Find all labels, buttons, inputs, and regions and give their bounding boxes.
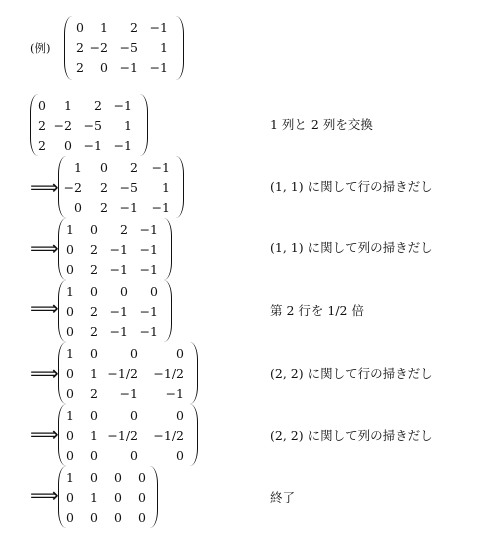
matrix-cell: 2	[100, 200, 108, 215]
matrix-cell: 1	[90, 428, 98, 443]
matrix-cell: −1/2	[153, 366, 184, 381]
matrix-cell: 0	[90, 284, 98, 299]
matrix-cell: 1	[66, 470, 74, 485]
matrix-cell: 2	[90, 304, 98, 319]
matrix-cell: 0	[76, 20, 84, 35]
matrix-cell: 0	[90, 222, 98, 237]
matrix-cell: 0	[66, 304, 74, 319]
matrix-cell: −5	[83, 118, 102, 133]
matrix-cell: 1	[66, 408, 74, 423]
matrix-cell: 2	[90, 386, 98, 401]
implies-arrow-3: ⟹	[30, 236, 59, 260]
matrix-right-bracket	[190, 404, 198, 466]
matrix-right-bracket	[150, 466, 158, 528]
matrix-cell: −1	[109, 242, 128, 257]
matrix-cell: 0	[130, 346, 138, 361]
matrix-left-bracket	[58, 280, 66, 342]
matrix-cell: 2	[130, 20, 138, 35]
implies-arrow-2: ⟹	[30, 175, 59, 199]
step-note-6: (2, 2) に関して列の掃きだし	[270, 428, 433, 443]
matrix-cell: 2	[90, 262, 98, 277]
matrix-right-bracket	[176, 156, 184, 218]
matrix-cell: 2	[90, 324, 98, 339]
matrix-cell: −1	[139, 262, 158, 277]
matrix-cell: 2	[76, 60, 84, 75]
matrix-cell: −1	[151, 200, 170, 215]
example-matrix	[64, 16, 184, 80]
matrix-cell: −1	[119, 60, 138, 75]
matrix-cell: 0	[120, 284, 128, 299]
matrix-cell: 0	[130, 408, 138, 423]
matrix-cell: −1	[119, 200, 138, 215]
matrix-cell: 0	[114, 510, 122, 525]
matrix-cell: 0	[100, 160, 108, 175]
matrix-cell: 1	[124, 118, 132, 133]
matrix-cell: −1	[109, 262, 128, 277]
matrix-cell: 0	[90, 510, 98, 525]
matrix-cell: 0	[130, 448, 138, 463]
matrix-cell: 0	[66, 324, 74, 339]
matrix-cell: 1	[66, 346, 74, 361]
step-note-7: 終了	[270, 490, 296, 505]
implies-arrow-6: ⟹	[30, 422, 59, 446]
matrix-cell: −1	[149, 20, 168, 35]
matrix-cell: 1	[160, 40, 168, 55]
matrix-cell: −5	[119, 180, 138, 195]
matrix-cell: 0	[74, 200, 82, 215]
matrix-cell: −1	[109, 324, 128, 339]
matrix-cell: −2	[89, 40, 108, 55]
matrix-cell: 0	[138, 470, 146, 485]
matrix-cell: −5	[119, 40, 138, 55]
matrix-cell: −1	[83, 138, 102, 153]
matrix-cell: 0	[90, 470, 98, 485]
matrix-right-bracket	[140, 94, 148, 156]
matrix-cell: 0	[150, 284, 158, 299]
matrix-cell: 1	[66, 222, 74, 237]
matrix-cell: −1	[139, 222, 158, 237]
example-label: (例)	[30, 41, 51, 55]
step-note-4: 第 2 行を 1/2 倍	[270, 303, 364, 318]
matrix-cell: 0	[138, 510, 146, 525]
matrix-cell: 2	[120, 222, 128, 237]
step-note-5: (2, 2) に関して行の掃きだし	[270, 366, 433, 381]
matrix-cell: −1	[139, 324, 158, 339]
matrix-cell: −1	[113, 98, 132, 113]
matrix-cell: −2	[53, 118, 72, 133]
implies-arrow-5: ⟹	[30, 361, 59, 385]
matrix-cell: 2	[38, 118, 46, 133]
matrix-cell: 0	[90, 448, 98, 463]
implies-arrow-4: ⟹	[30, 296, 59, 320]
matrix-cell: 1	[90, 490, 98, 505]
matrix-cell: 0	[66, 366, 74, 381]
matrix-cell: 0	[114, 470, 122, 485]
matrix-cell: −1/2	[153, 428, 184, 443]
matrix-cell: 0	[66, 448, 74, 463]
matrix-cell: 0	[176, 408, 184, 423]
matrix-cell: 2	[90, 242, 98, 257]
matrix-cell: 0	[38, 98, 46, 113]
step-note-3: (1, 1) に関して列の掃きだし	[270, 240, 433, 255]
matrix-cell: −1/2	[107, 366, 138, 381]
matrix-right-bracket	[164, 280, 172, 342]
matrix-left-bracket	[64, 16, 72, 80]
matrix-right-bracket	[164, 218, 172, 280]
matrix-cell: −1	[139, 304, 158, 319]
matrix-left-bracket	[30, 94, 38, 156]
step-matrix-1	[30, 94, 148, 156]
matrix-cell: 0	[64, 138, 72, 153]
matrix-cell: 1	[100, 20, 108, 35]
matrix-left-bracket	[58, 466, 66, 528]
matrix-cell: −1	[149, 60, 168, 75]
matrix-cell: −1	[119, 386, 138, 401]
step-matrix-5	[58, 342, 198, 404]
matrix-cell: −1/2	[107, 428, 138, 443]
step-matrix-4	[58, 280, 172, 342]
step-matrix-7	[58, 466, 158, 528]
matrix-cell: 0	[90, 346, 98, 361]
matrix-cell: 2	[94, 98, 102, 113]
step-note-1: 1 列と 2 列を交換	[270, 117, 373, 132]
matrix-cell: 0	[66, 242, 74, 257]
matrix-cell: −1	[139, 242, 158, 257]
step-matrix-3	[58, 218, 172, 280]
matrix-cell: 0	[66, 490, 74, 505]
matrix-right-bracket	[190, 342, 198, 404]
matrix-cell: 0	[138, 490, 146, 505]
matrix-left-bracket	[58, 404, 66, 466]
step-note-2: (1, 1) に関して行の掃きだし	[270, 179, 433, 194]
matrix-cell: 2	[38, 138, 46, 153]
matrix-cell: 1	[162, 180, 170, 195]
matrix-cell: 1	[74, 160, 82, 175]
matrix-cell: −1	[113, 138, 132, 153]
matrix-cell: 0	[176, 346, 184, 361]
implies-arrow-7: ⟹	[30, 483, 59, 507]
matrix-cell: −1	[109, 304, 128, 319]
matrix-cell: −1	[151, 160, 170, 175]
matrix-cell: 1	[64, 98, 72, 113]
step-matrix-6	[58, 404, 198, 466]
matrix-cell: 0	[66, 428, 74, 443]
matrix-cell: 0	[90, 408, 98, 423]
matrix-cell: 0	[66, 386, 74, 401]
matrix-cell: 0	[66, 262, 74, 277]
matrix-cell: −2	[63, 180, 82, 195]
matrix-cell: 0	[100, 60, 108, 75]
matrix-right-bracket	[176, 16, 184, 80]
matrix-cell: 2	[130, 160, 138, 175]
matrix-cell: 1	[66, 284, 74, 299]
matrix-cell: 0	[66, 510, 74, 525]
matrix-cell: 0	[176, 448, 184, 463]
step-matrix-2	[58, 156, 184, 218]
matrix-cell: −1	[165, 386, 184, 401]
matrix-cell: 2	[100, 180, 108, 195]
matrix-left-bracket	[58, 342, 66, 404]
matrix-left-bracket	[58, 218, 66, 280]
matrix-cell: 2	[76, 40, 84, 55]
matrix-cell: 1	[90, 366, 98, 381]
matrix-cell: 0	[114, 490, 122, 505]
